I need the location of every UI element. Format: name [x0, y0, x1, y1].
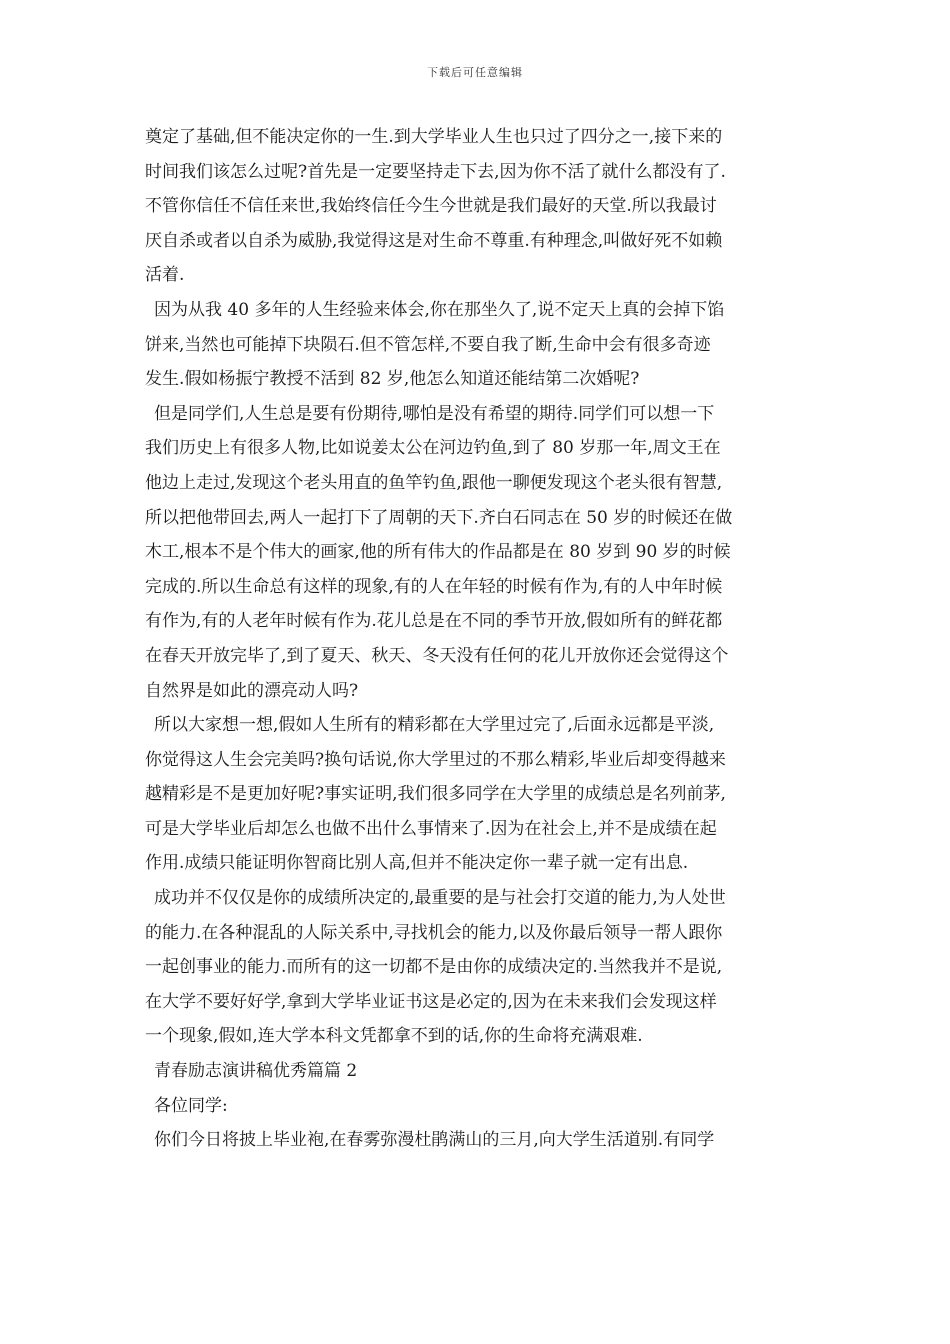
text-line: 因为从我 40 多年的人生经验来体会,你在那坐久了,说不定天上真的会掉下馅 — [154, 299, 725, 320]
text-line: 活着. — [145, 265, 185, 286]
text-line: 一个现象,假如,连大学本科文凭都拿不到的话,你的生命将充满艰难. — [145, 1026, 643, 1047]
text-line: 各位同学: — [154, 1095, 228, 1116]
text-line: 不管你信任不信任来世,我始终信任今生今世就是我们最好的天堂.所以我最讨 — [145, 196, 717, 217]
text-line: 自然界是如此的漂亮动人吗? — [145, 680, 359, 701]
page-header: 下载后可任意编辑 — [427, 66, 523, 79]
document-body — [145, 120, 815, 1158]
text-line: 完成的.所以生命总有这样的现象,有的人在年轻的时候有作为,有的人中年时候 — [145, 576, 723, 597]
text-line: 我们历史上有很多人物,比如说姜太公在河边钓鱼,到了 80 岁那一年,周文王在 — [145, 438, 721, 459]
text-line: 的能力.在各种混乱的人际关系中,寻找机会的能力,以及你最后领导一帮人跟你 — [145, 922, 723, 943]
text-line: 饼来,当然也可能掉下块陨石.但不管怎样,不要自我了断,生命中会有很多奇迹 — [145, 334, 711, 355]
text-line: 青春励志演讲稿优秀篇篇 2 — [154, 1061, 358, 1082]
text-line: 所以大家想一想,假如人生所有的精彩都在大学里过完了,后面永远都是平淡, — [154, 715, 715, 736]
text-line: 成功并不仅仅是你的成绩所决定的,最重要的是与社会打交道的能力,为人处世 — [154, 888, 726, 909]
text-line: 一起创事业的能力.而所有的这一切都不是由你的成绩决定的.当然我并不是说, — [145, 957, 723, 978]
text-line: 你们今日将披上毕业袍,在春雾弥漫杜鹃满山的三月,向大学生活道别.有同学 — [154, 1130, 715, 1151]
text-line: 你觉得这人生会完美吗?换句话说,你大学里过的不那么精彩,毕业后却变得越来 — [145, 749, 726, 770]
text-line: 在大学不要好好学,拿到大学毕业证书这是必定的,因为在未来我们会发现这样 — [145, 991, 717, 1012]
text-line: 时间我们该怎么过呢?首先是一定要坚持走下去,因为你不活了就什么都没有了. — [145, 161, 726, 182]
text-line: 厌自杀或者以自杀为威胁,我觉得这是对生命不尊重.有种理念,叫做好死不如赖 — [145, 230, 723, 251]
text-line: 有作为,有的人老年时候有作为.花儿总是在不同的季节开放,假如所有的鲜花都 — [145, 611, 723, 632]
text-line: 奠定了基础,但不能决定你的一生.到大学毕业人生也只过了四分之一,接下来的 — [145, 127, 723, 147]
text-line: 作用.成绩只能证明你智商比别人高,但并不能决定你一辈子就一定有出息. — [145, 853, 689, 874]
text-line: 他边上走过,发现这个老头用直的鱼竿钓鱼,跟他一聊便发现这个老头很有智慧, — [145, 472, 723, 493]
text-line: 所以把他带回去,两人一起打下了周朝的天下.齐白石同志在 50 岁的时候还在做 — [145, 507, 733, 528]
text-line: 在春天开放完毕了,到了夏天、秋天、冬天没有任何的花儿开放你还会觉得这个 — [145, 645, 729, 666]
text-line: 木工,根本不是个伟大的画家,他的所有伟大的作品都是在 80 岁到 90 岁的时候 — [145, 542, 731, 563]
text-line: 越精彩是不是更加好呢?事实证明,我们很多同学在大学里的成绩总是名列前茅, — [145, 784, 726, 805]
text-line: 发生.假如杨振宁教授不活到 82 岁,他怎么知道还能结第二次婚呢? — [145, 369, 640, 390]
text-line: 但是同学们,人生总是要有份期待,哪怕是没有希望的期待.同学们可以想一下 — [154, 403, 715, 424]
text-line: 可是大学毕业后却怎么也做不出什么事情来了.因为在社会上,并不是成绩在起 — [145, 818, 717, 839]
